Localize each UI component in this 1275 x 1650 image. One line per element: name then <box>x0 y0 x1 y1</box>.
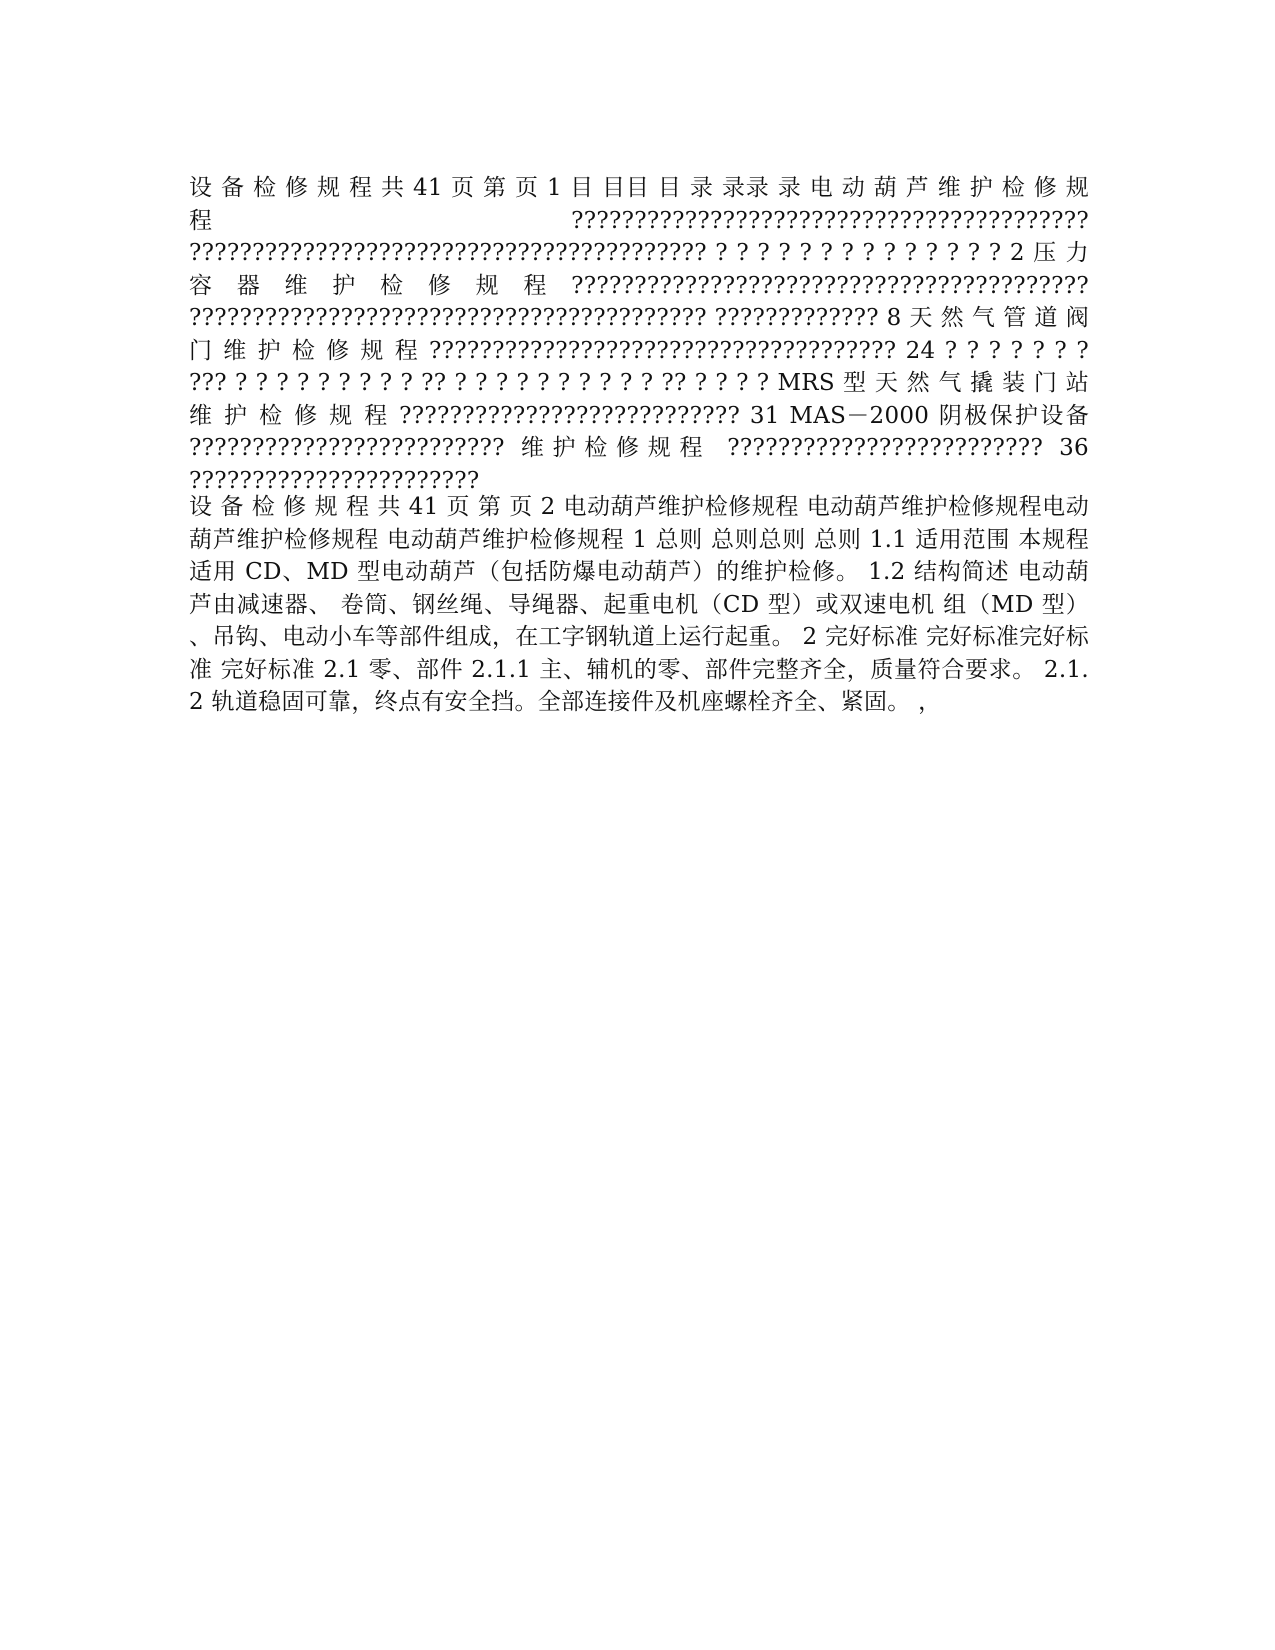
table-of-contents-paragraph: 设 备 检 修 规 程 共 41 页 第 页 1 目 目目 目 录 录录 录 电 动 葫 芦 维 护 检 修 规 程 ????????????????????????????????????????? ????????????????????????????????????????? ? ? ? ? ? ? ? ? ? ? ? ? ? ? 2 压 力 容 器 维 护 检 修 规 程 ????????????????????????????????????????? ????????????????????????????????????????? ????????????? 8 天 然 气 管 道 阀 门 维 护 检 修 规 程 ????????????????????????????????????? 24 ? ? ? ? ? ? ? ??? ? ? ? ? ? ? ? ? ? ?? ? ? ? ? ? ? ? ? ? ? ?? ? ? ? ? MRS 型 天 然 气 撬 装 门 站 维 护 检 修 规 程 ??????????????????????????? 31 MAS－2000 阴极保护设备 ????????????????????????? 维护检修规程 ????????????????????????? 36 ??????????????????????? <box>189 175 1089 494</box>
body-paragraph: 设 备 检 修 规 程 共 41 页 第 页 2 电动葫芦维护检修规程 电动葫芦维护检修规程电动葫芦维护检修规程 电动葫芦维护检修规程 1 总则 总则总则 总则 1.1 适用范围 本规程适用 CD、MD 型电动葫芦（包括防爆电动葫芦）的维护检修。 1.2 结构简述 电动葫芦由减速器、 卷筒、钢丝绳、导绳器、起重电机（CD 型）或双速电机 组（MD 型） 、吊钩、电动小车等部件组成，在工字钢轨道上运行起重。 2 完好标准 完好标准完好标准 完好标准 2.1 零、部件 2.1.1 主、辅机的零、部件完整齐全，质量符合要求。 2.1.2 轨道稳固可靠，终点有安全挡。全部连接件及机座螺栓齐全、紧固。 ， <box>189 494 1089 715</box>
